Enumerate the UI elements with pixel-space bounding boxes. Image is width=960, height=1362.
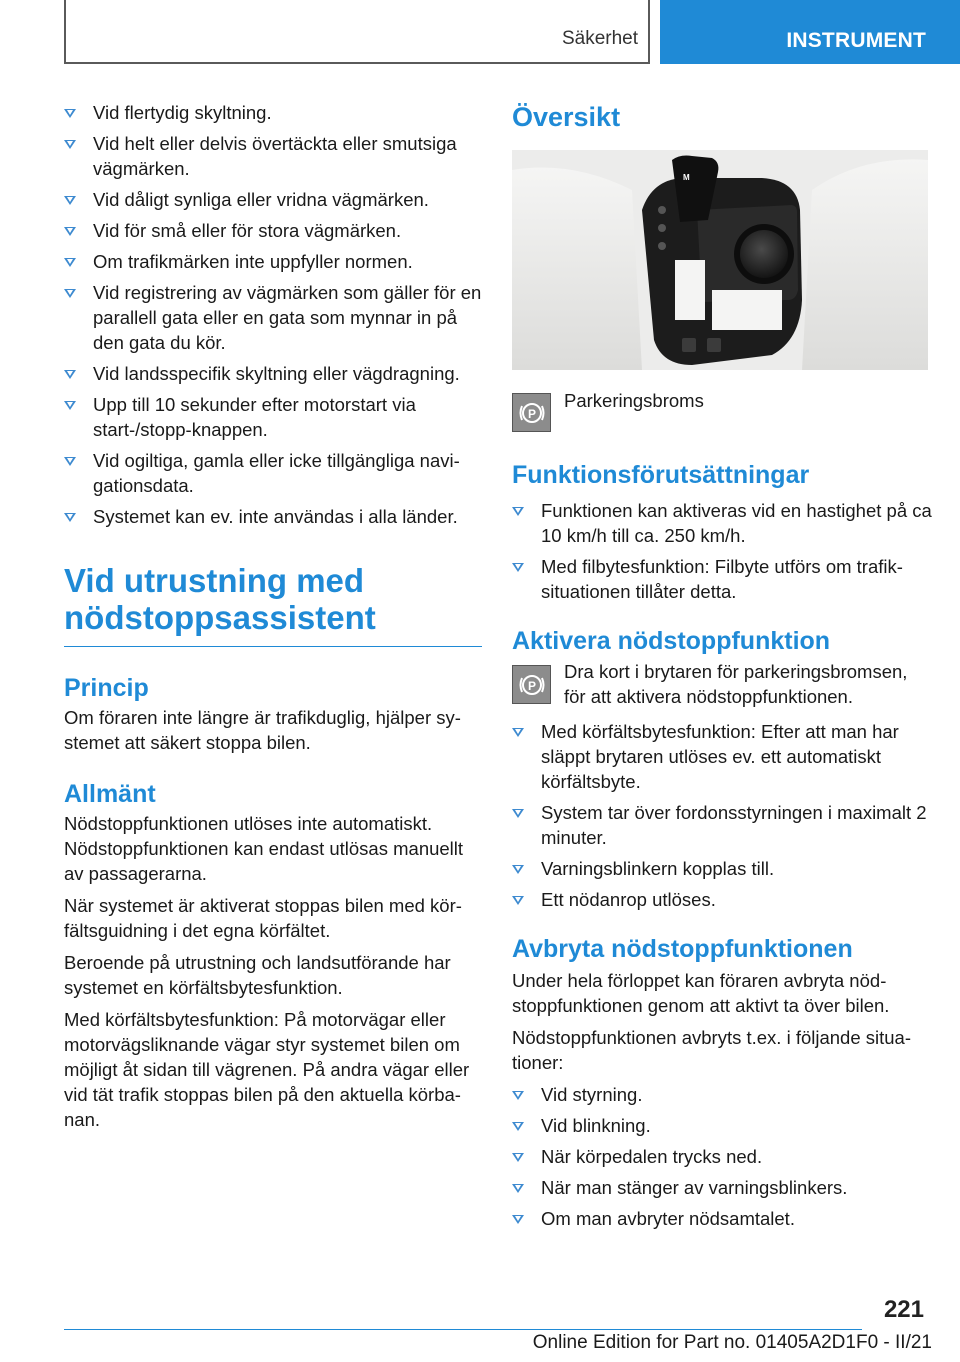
list-item: Vid landsspecifik skyltning eller vägdragning. (64, 361, 482, 386)
bullet-triangle-icon (512, 563, 524, 572)
bullet-triangle-icon (512, 1091, 524, 1100)
left-column (64, 100, 482, 1139)
activate-instruction (512, 662, 932, 709)
list-item: Systemet kan ev. inte användas i alla länder. (64, 504, 482, 529)
right-column (512, 100, 932, 1237)
bullet-triangle-icon (64, 227, 76, 236)
bullet-triangle-icon (512, 1184, 524, 1193)
list-item: Vid för små eller för stora vägmärken. (64, 218, 482, 243)
chapter-tab-label: INSTRUMENT (786, 29, 926, 52)
bullet-triangle-icon (64, 109, 76, 118)
paragraph: Beroende på utrustning och landsutförande har systemet en körfältsbytesfunktion. (64, 952, 451, 998)
chapter-heading: Vid utrustning med nödstoppsassistent (64, 562, 482, 647)
list-item: System tar över fordonsstyrningen i maximalt 2 minuter. (512, 800, 932, 850)
list-item: Med körfältsbytesfunktion: Efter att man har släppt brytaren utlöses ev. ett automatiskt körfältsbyte. (512, 719, 932, 794)
paragraph: Nödstoppfunktionen utlöses inte automatiskt. Nödstoppfunktionen kan endast utlösas manuellt av passagerarna. (64, 813, 464, 884)
bullet-triangle-icon (512, 809, 524, 818)
bullet-triangle-icon (64, 513, 76, 522)
paragraph: När systemet är aktiverat stoppas bilen med körfältsguidning i det egna körfältet. (64, 895, 462, 941)
bullet-triangle-icon (512, 1215, 524, 1224)
principle-text: Om föraren inte längre är trafikduglig, hjälper systemet att säkert stoppa bilen. (64, 707, 461, 753)
cancel-heading: Avbryta nödstoppfunktionen (512, 935, 853, 963)
section-title: Säkerhet (561, 28, 638, 49)
bullet-triangle-icon (64, 196, 76, 205)
bullet-triangle-icon (64, 457, 76, 466)
list-item: Vid flertydig skyltning. (64, 100, 482, 125)
header-section-box (64, 0, 650, 64)
general-heading: Allmänt (64, 780, 156, 808)
activate-heading: Aktivera nödstoppfunktion (512, 627, 831, 655)
bullet-triangle-icon (64, 140, 76, 149)
list-item: När körpedalen trycks ned. (512, 1144, 932, 1169)
list-item: Varningsblinkern kopplas till. (512, 856, 932, 881)
parking-brake-icon (512, 665, 551, 704)
bullet-triangle-icon (64, 258, 76, 267)
list-item: Om man avbryter nödsamtalet. (512, 1206, 932, 1231)
list-item: Ett nödanrop utlöses. (512, 887, 932, 912)
list-item: Vid dåligt synliga eller vridna vägmärken. (64, 187, 482, 212)
list-item: Med filbytesfunktion: Filbyte utförs om trafiksituationen tillåter detta. (512, 554, 932, 604)
activate-text: Dra kort i brytaren för parkeringsbromsen, för att aktivera nödstoppfunktionen. (564, 661, 908, 707)
principle-heading: Princip (64, 674, 149, 702)
paragraph: Nödstoppfunktionen avbryts t.ex. i följande situationer: (512, 1027, 912, 1073)
bullet-triangle-icon (512, 896, 524, 905)
list-item: Vid styrning. (512, 1082, 932, 1107)
edition-footer: Online Edition for Part no. 01405A2D1F0 - II/21 (532, 1332, 932, 1353)
center-console-illustration (512, 150, 928, 370)
svg-text:M: M (683, 173, 690, 182)
center-console-photo (512, 150, 928, 370)
list-item: Upp till 10 sekunder efter motorstart via start-/stopp-knappen. (64, 392, 482, 442)
list-item: Funktionen kan aktiveras vid en hastighet på ca 10 km/h till ca. 250 km/h. (512, 498, 932, 548)
paragraph: Under hela förloppet kan föraren avbryta nödstoppfunktionen genom att aktivt ta över bilen. (512, 970, 890, 1016)
paragraph: Med körfältsbytesfunktion: På motorvägar eller motorvägsliknande vägar styr systemet bilen om möjligt åt sidan till vägrenen. På andra vägar eller vid tät trafik stoppas bilen på den aktuella körbanan. (64, 1009, 470, 1130)
bullet-triangle-icon (64, 401, 76, 410)
parking-brake-label: Parkeringsbroms (564, 390, 704, 411)
chapter-tab[interactable] (660, 0, 960, 64)
list-item: Vid registrering av vägmärken som gäller för en parallell gata eller en gata som mynnar in på den gata du kör. (64, 280, 482, 355)
overview-heading: Översikt (512, 102, 621, 132)
cancel-list (512, 1082, 932, 1231)
bullet-triangle-icon (64, 289, 76, 298)
page-number: 221 (883, 1296, 924, 1323)
prerequisites-heading: Funktionsförutsättningar (512, 461, 810, 489)
bullet-triangle-icon (512, 865, 524, 874)
svg-text:P: P (527, 678, 536, 693)
parking-brake-legend (512, 390, 932, 432)
limitations-list (64, 100, 482, 529)
list-item: Vid helt eller delvis övertäckta eller smutsiga vägmärken. (64, 131, 482, 181)
list-item: När man stänger av varningsblinkers. (512, 1175, 932, 1200)
bullet-triangle-icon (512, 728, 524, 737)
list-item: Om trafikmärken inte uppfyller normen. (64, 249, 482, 274)
bullet-triangle-icon (512, 1153, 524, 1162)
bullet-triangle-icon (512, 507, 524, 516)
activate-list (512, 719, 932, 912)
svg-text:P: P (527, 406, 536, 421)
bullet-triangle-icon (512, 1122, 524, 1131)
parking-brake-icon (512, 393, 551, 432)
list-item: Vid blinkning. (512, 1113, 932, 1138)
prerequisites-list (512, 498, 932, 604)
bullet-triangle-icon (64, 370, 76, 379)
list-item: Vid ogiltiga, gamla eller icke tillgängliga navigationsdata. (64, 448, 482, 498)
footer-divider (64, 1329, 862, 1330)
